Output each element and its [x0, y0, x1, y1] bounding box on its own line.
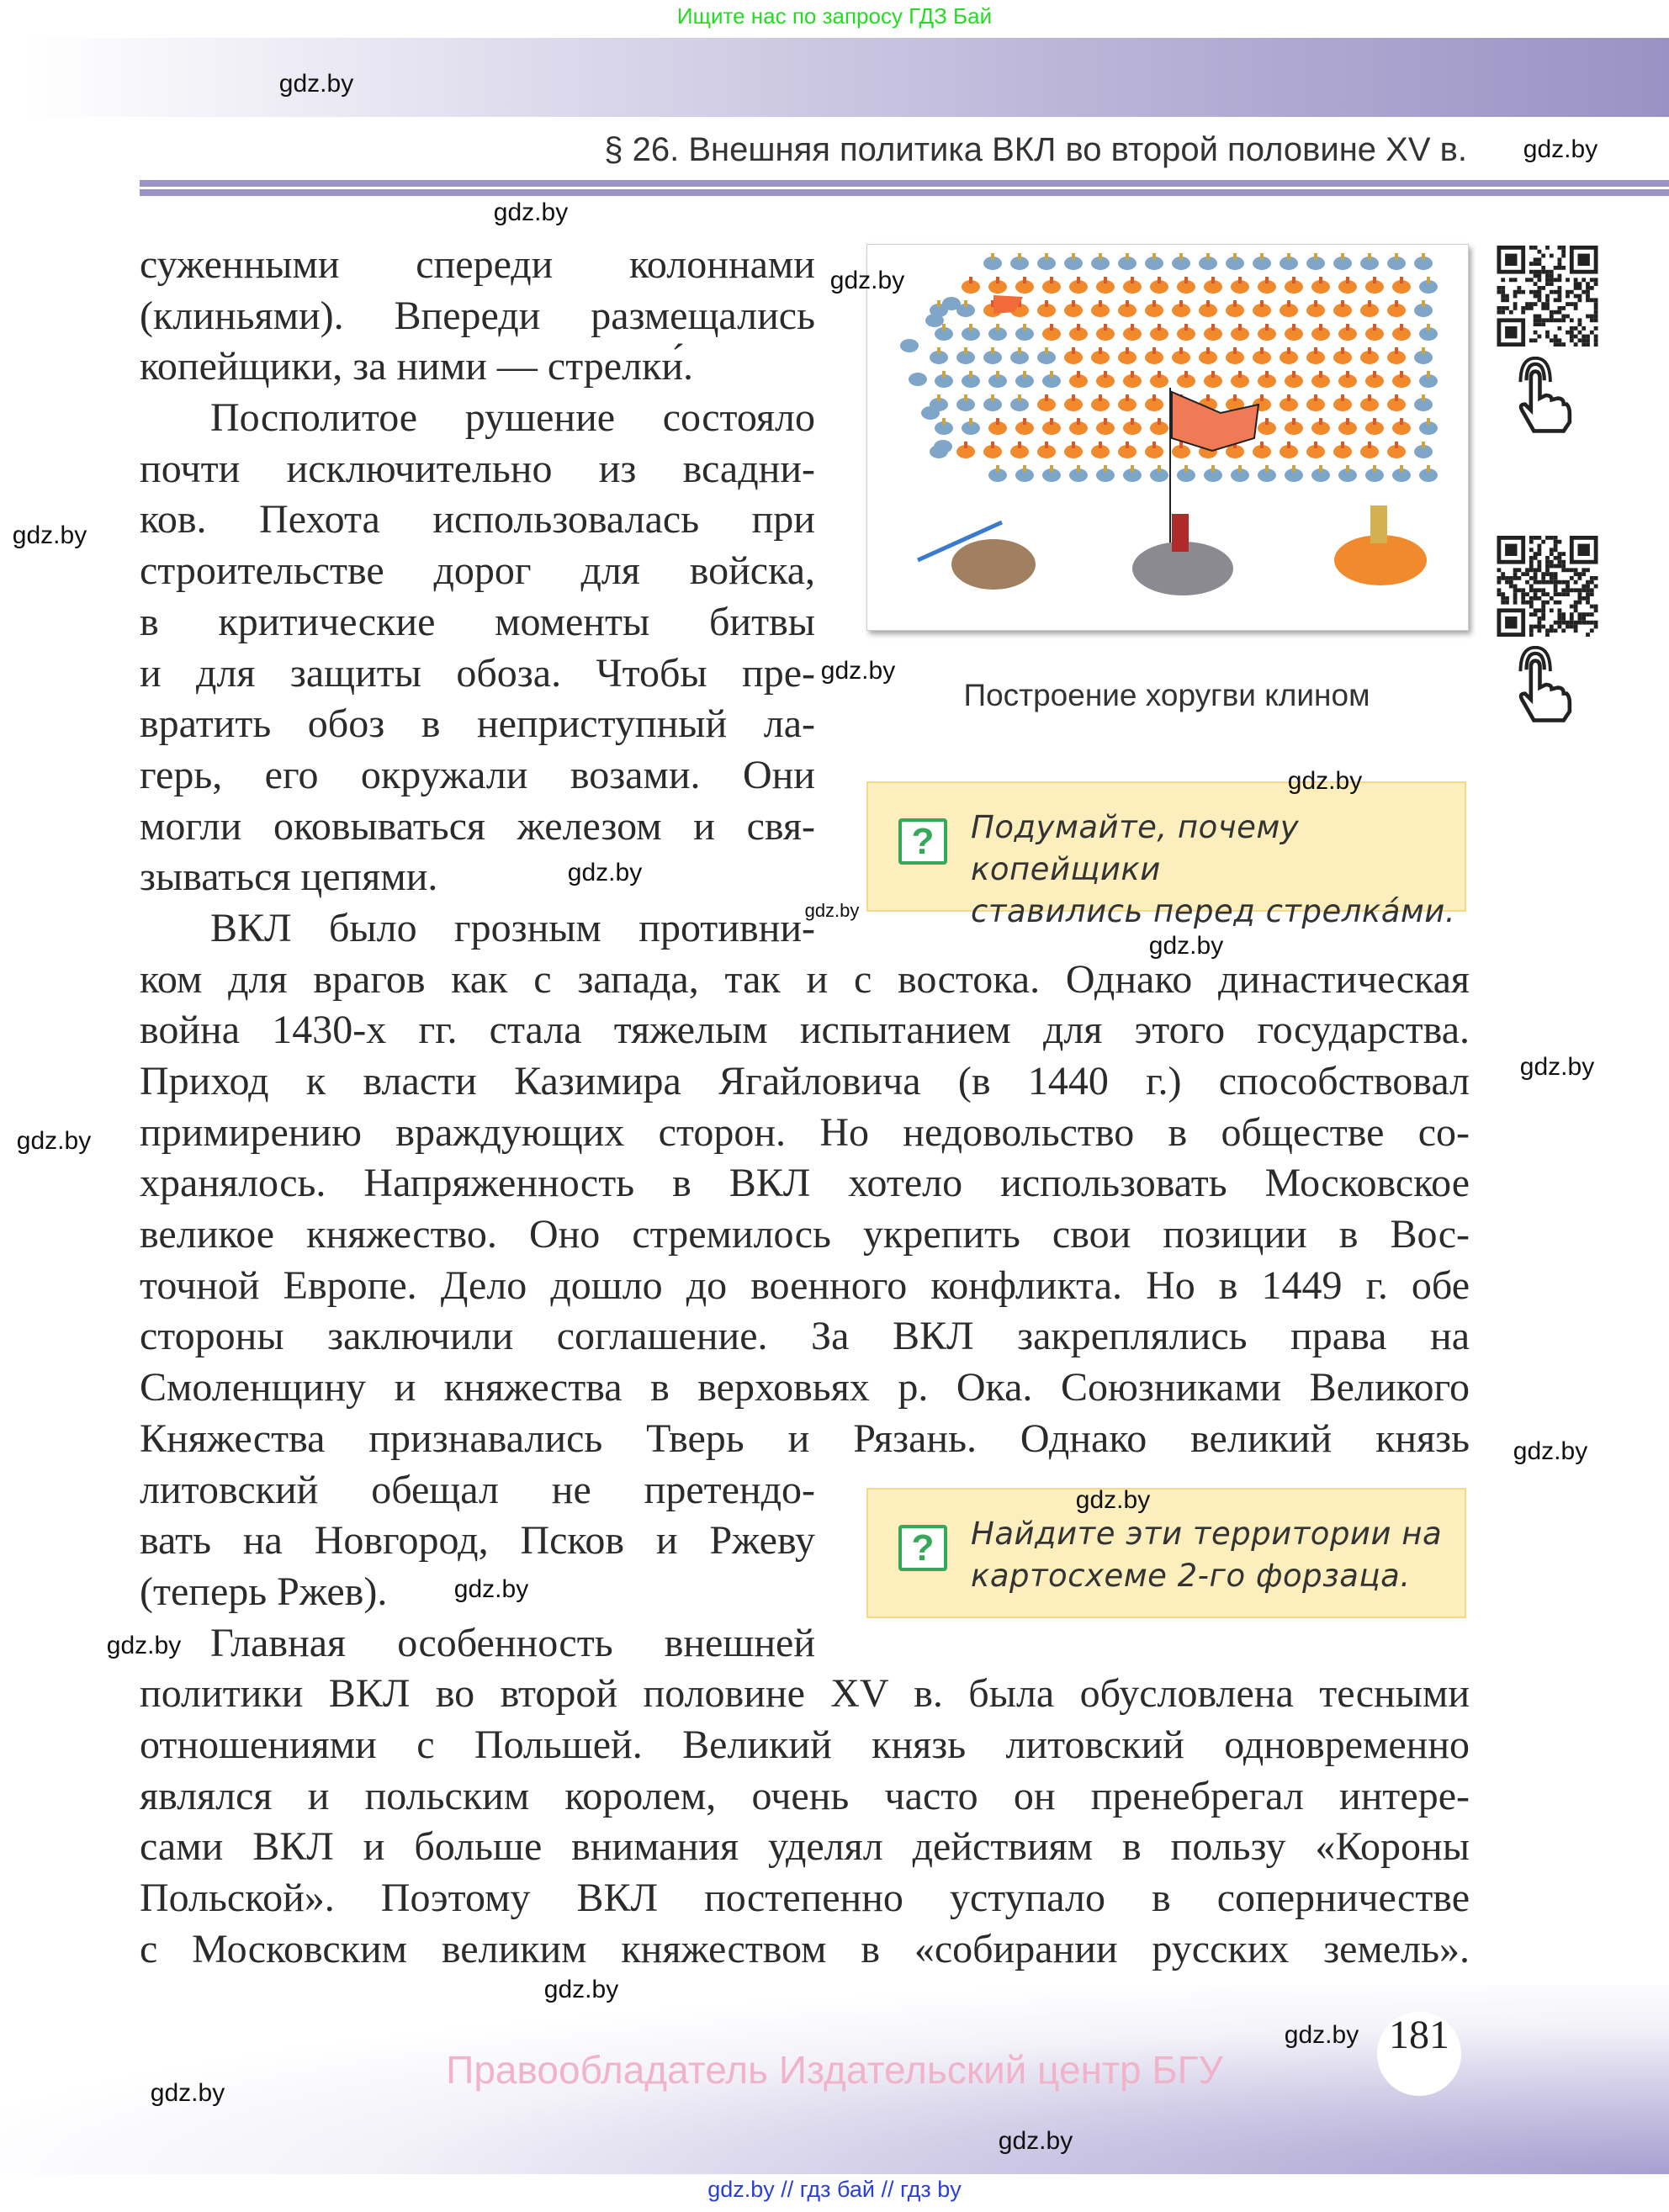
rider-mark [1346, 418, 1349, 425]
text-line: Смоленщину и княжества в верховьях р. Ока. Союзниками Великого [140, 1365, 1470, 1410]
watermark: gdz.by [567, 859, 643, 886]
header-band [25, 38, 1669, 117]
watermark: gdz.by [1523, 135, 1598, 163]
rider-mark [1104, 465, 1107, 472]
rider-mark [1260, 300, 1264, 307]
rider-mark [969, 324, 972, 331]
rider-mark [942, 418, 946, 425]
rider-mark [1265, 277, 1269, 283]
rider-mark [937, 347, 940, 354]
bottom-links[interactable]: gdz.by // гдз бай // гдз by [707, 2177, 962, 2202]
rider-mark [1427, 277, 1430, 283]
rider-mark [991, 347, 994, 354]
rider-mark [1368, 347, 1371, 354]
rider-mark [1023, 465, 1026, 472]
text-line: (теперь Ржев). [140, 1569, 388, 1614]
rider-mark [1131, 418, 1134, 425]
text-line: Главная особенность внешней [210, 1620, 815, 1665]
rider-mark [1206, 253, 1210, 260]
text-line: Княжества признавались Тверь и Рязань. Однако великий князь [140, 1416, 1470, 1461]
rider-mark [1265, 418, 1269, 425]
rider-mark [1077, 418, 1080, 425]
search-hint: Ищите нас по запросу ГДЗ Бай [676, 3, 993, 29]
rider-mark [1422, 300, 1425, 307]
rider-mark [1260, 253, 1264, 260]
text-line: с Московским великим княжеством в «собирании русских земель». [140, 1926, 1470, 1971]
question-text [971, 807, 1465, 933]
watermark: gdz.by [16, 1127, 92, 1155]
rider-mark [1287, 394, 1290, 401]
text-line: отношениями с Польшей. Великий князь литовский одновременно [140, 1722, 1470, 1767]
question-text [971, 1513, 1442, 1597]
rider-mark [921, 406, 940, 420]
rider-mark [1072, 253, 1075, 260]
rider-mark [969, 371, 972, 378]
rider-mark [1158, 465, 1161, 472]
rider-mark [1023, 418, 1026, 425]
rider-mark [1104, 324, 1107, 331]
rider-mark [1314, 394, 1317, 401]
rider-mark [964, 394, 967, 401]
watermark: gdz.by [1075, 1486, 1151, 1514]
rider-mark [996, 371, 999, 378]
qr-code[interactable] [1497, 246, 1598, 347]
rider-mark [1050, 465, 1053, 472]
rider-mark [1184, 371, 1188, 378]
rider-mark [996, 465, 999, 472]
text-line: вать на Новгород, Псков и Ржеву [140, 1518, 815, 1564]
question-line: картосхеме 2-го форзаца. [971, 1558, 1411, 1594]
rider-mark [1104, 277, 1107, 283]
rider-mark [1179, 442, 1183, 448]
text-line: герь, его окружали возами. Они [140, 752, 815, 797]
rider-mark [1045, 300, 1048, 307]
rider-mark [1373, 418, 1376, 425]
text-line: великое княжество. Оно стремилось укрепить свои позиции в Вос- [140, 1212, 1470, 1257]
rider-mark [1292, 418, 1295, 425]
text-line: строительстве дорог для войска, [140, 548, 815, 594]
rider-mark [1131, 324, 1134, 331]
rider-mark [1126, 347, 1129, 354]
text-line: литовский обещал не претендо- [140, 1467, 815, 1512]
rider-mark [996, 324, 999, 331]
rider-mark [1023, 371, 1026, 378]
rider-mark [1152, 442, 1156, 448]
rider-mark [1131, 465, 1134, 472]
rider-mark [1158, 371, 1161, 378]
text-line: примирению враждующих сторон. Но недовольство в обществе со- [140, 1109, 1470, 1155]
watermark: gdz.by [1513, 1437, 1588, 1465]
text-line: ков. Пехота использовалась при [140, 497, 815, 542]
rider-mark [1292, 277, 1295, 283]
text-line: точной Европе. Дело дошло до военного конфликта. Но в 1449 г. обе [140, 1262, 1470, 1308]
rider-mark [1373, 324, 1376, 331]
rider-mark [1211, 371, 1215, 378]
rider-mark [937, 394, 940, 401]
rider-mark [1077, 324, 1080, 331]
text-line: в критические моменты битвы [140, 599, 815, 644]
rider-mark [1023, 324, 1026, 331]
rider-mark [1238, 277, 1242, 283]
rider-mark [1184, 465, 1188, 472]
rider-mark [1045, 442, 1048, 448]
rider-mark [1099, 253, 1102, 260]
archer [1370, 505, 1387, 543]
rider-mark [1104, 418, 1107, 425]
rider-mark [1018, 347, 1021, 354]
copyright-owner: Правообладатель Издательский центр БГУ [446, 2048, 1223, 2092]
text-line: являлся и польским королем, очень часто он пренебрегал интере- [140, 1773, 1470, 1818]
rider-mark [1373, 465, 1376, 472]
rider-mark [1292, 465, 1295, 472]
rider-mark [1211, 465, 1215, 472]
rider-mark [1099, 300, 1102, 307]
text-line: Посполитое рушение состояло [210, 395, 815, 441]
rider-mark [1319, 371, 1322, 378]
question-line: Найдите эти территории на [971, 1516, 1443, 1552]
rider-mark [1265, 324, 1269, 331]
rider-mark [1314, 442, 1317, 448]
question-box [866, 781, 1466, 929]
rider-mark [1050, 371, 1053, 378]
text-line: стороны заключили соглашение. За ВКЛ закреплялись права на [140, 1314, 1470, 1359]
rider-mark [1126, 442, 1129, 448]
rider-mark [1400, 277, 1403, 283]
rider-mark [1314, 253, 1317, 260]
rider-mark [1152, 253, 1156, 260]
rider-mark [1184, 277, 1188, 283]
rider-mark [1287, 442, 1290, 448]
text-line: суженными спереди колоннами [140, 242, 815, 287]
rider-mark [909, 373, 927, 386]
cavalry-wedge-image [867, 245, 1468, 630]
question-box [866, 1488, 1466, 1618]
watermark: gdz.by [820, 657, 896, 685]
text-line: зываться цепями. [140, 855, 438, 900]
rider-mark [991, 394, 994, 401]
rider-mark [1045, 394, 1048, 401]
qr-code[interactable] [1497, 536, 1598, 637]
rider-mark [1238, 465, 1242, 472]
text-line: вратить обоз в неприступный ла- [140, 701, 815, 747]
rider-mark [1319, 465, 1322, 472]
rider-mark [1341, 347, 1344, 354]
rider-mark [1077, 371, 1080, 378]
rider-mark [996, 277, 999, 283]
rider-mark [1104, 371, 1107, 378]
rider-mark [937, 300, 940, 307]
watermark: gdz.by [150, 2079, 225, 2107]
rider-mark [1050, 277, 1053, 283]
text-line: могли оковываться железом и свя- [140, 803, 815, 849]
rider-mark [1152, 300, 1156, 307]
rider-mark [1287, 347, 1290, 354]
rider-mark [1179, 300, 1183, 307]
rider-mark [1422, 347, 1425, 354]
rider-mark [1184, 324, 1188, 331]
rider-mark [1319, 418, 1322, 425]
rider-mark [1368, 394, 1371, 401]
section-title: § 26. Внешняя политика ВКЛ во второй половине XV в. [604, 131, 1467, 168]
rider-mark [1238, 324, 1242, 331]
rider-mark [991, 442, 994, 448]
rider-mark [942, 297, 961, 310]
watermark: gdz.by [1519, 1053, 1595, 1081]
watermark: gdz.by [12, 521, 87, 549]
figure-caption: Построение хоругви клином [963, 678, 1370, 712]
rider-mark [1099, 394, 1102, 401]
rider-mark [1368, 253, 1371, 260]
rider-mark [1395, 300, 1398, 307]
rider-mark [1368, 300, 1371, 307]
rider-mark [1158, 418, 1161, 425]
rider-mark [1179, 347, 1183, 354]
rider-mark [1422, 253, 1425, 260]
rider-mark [1260, 442, 1264, 448]
knight [1172, 514, 1189, 552]
text-line: война 1430-х гг. стала тяжелым испытанием для этого государства. [140, 1008, 1470, 1053]
rider-mark [996, 418, 999, 425]
rider-mark [1395, 394, 1398, 401]
rider-mark [1018, 442, 1021, 448]
rider-mark [1018, 394, 1021, 401]
rider-mark [1126, 253, 1129, 260]
rider-mark [934, 440, 952, 453]
watermark: gdz.by [1148, 932, 1224, 960]
rider-mark [1287, 300, 1290, 307]
rider-mark [1023, 277, 1026, 283]
rider-mark [1072, 300, 1075, 307]
rider-mark [1400, 371, 1403, 378]
rider-mark [900, 339, 919, 352]
rider-mark [1050, 324, 1053, 331]
rider-mark [1072, 442, 1075, 448]
text-line: Приход к власти Казимира Ягайловича (в 1440 г.) способствовал [140, 1059, 1470, 1103]
rider-mark [969, 277, 972, 283]
rider-mark [1346, 371, 1349, 378]
rider-mark [1233, 347, 1237, 354]
watermark: gdz.by [804, 900, 860, 921]
rider-mark [1131, 277, 1134, 283]
rider-mark [964, 300, 967, 307]
rider-mark [1314, 300, 1317, 307]
rider-mark [1395, 253, 1398, 260]
header-rule [140, 180, 1669, 187]
text-line: и для защиты обоза. Чтобы пре- [140, 650, 815, 696]
watermark: gdz.by [1287, 767, 1363, 795]
rider-mark [1152, 347, 1156, 354]
rider-mark [964, 442, 967, 448]
rider-mark [1260, 347, 1264, 354]
text-line: копейщики, за ними — стрелки́. [140, 344, 694, 389]
watermark: gdz.by [493, 198, 569, 226]
rider-mark [1292, 371, 1295, 378]
rider-mark [1427, 371, 1430, 378]
watermark: gdz.by [998, 2127, 1073, 2155]
rider-mark [1400, 465, 1403, 472]
rider-mark [1368, 442, 1371, 448]
rider-mark [1158, 277, 1161, 283]
rider-mark [969, 418, 972, 425]
rider-mark [964, 347, 967, 354]
rider-mark [1206, 394, 1210, 401]
figure-illustration [866, 244, 1469, 631]
question-line: Подумайте, почему копейщики [971, 809, 1300, 887]
rider-mark [1045, 347, 1048, 354]
text-line: ВКЛ было грозным противни- [210, 905, 815, 950]
rider-mark [1072, 347, 1075, 354]
watermark: gdz.by [1284, 2021, 1359, 2049]
rider-mark [1265, 371, 1269, 378]
rider-mark [1206, 300, 1210, 307]
watermark: gdz.by [543, 1976, 619, 2003]
rider-mark [1341, 442, 1344, 448]
tap-hand-icon[interactable] [1513, 357, 1573, 434]
text-line: хранялось. Напряженность в ВКЛ хотело использовать Московское [140, 1161, 1470, 1206]
rider-mark [1400, 418, 1403, 425]
rider-mark [1346, 277, 1349, 283]
rider-mark [1427, 324, 1430, 331]
rider-mark [1422, 394, 1425, 401]
rider-mark [1233, 394, 1237, 401]
rider-mark [1050, 418, 1053, 425]
rider-mark [991, 253, 994, 260]
rider-mark [1260, 394, 1264, 401]
rider-mark [1126, 300, 1129, 307]
rider-mark [1346, 465, 1349, 472]
header-rule [140, 189, 1669, 196]
rider-mark [1077, 465, 1080, 472]
rider-mark [1099, 347, 1102, 354]
rider-mark [1427, 418, 1430, 425]
rider-mark [1341, 300, 1344, 307]
watermark: gdz.by [106, 1632, 182, 1659]
rider-mark [1314, 347, 1317, 354]
rider-mark [1211, 324, 1215, 331]
rider-mark [925, 314, 944, 327]
rider-mark [1179, 253, 1183, 260]
watermark: gdz.by [453, 1575, 529, 1603]
text-line: сами ВКЛ и больше внимания уделял действиям в пользу «Короны [140, 1824, 1470, 1870]
rider-mark [1422, 442, 1425, 448]
rider-mark [1292, 324, 1295, 331]
rider-mark [1319, 277, 1322, 283]
rider-mark [1131, 371, 1134, 378]
question-line: ставились перед стрелка́ми. [971, 893, 1456, 929]
rider-mark [1319, 324, 1322, 331]
rider-mark [1099, 442, 1102, 448]
rider-mark [1400, 324, 1403, 331]
rider-mark [1072, 394, 1075, 401]
rider-mark [1341, 253, 1344, 260]
question-icon: ? [898, 818, 947, 865]
rider-mark [1233, 300, 1237, 307]
text-line: (клиньями). Впереди размещались [140, 293, 815, 338]
rider-mark [1427, 465, 1430, 472]
text-line: Польской». Поэтому ВКЛ постепенно уступало в соперничестве [140, 1876, 1470, 1920]
text-line: почти исключительно из всадни- [140, 446, 815, 491]
rider-mark [1126, 394, 1129, 401]
rider-mark [1206, 347, 1210, 354]
rider-mark [1395, 347, 1398, 354]
rider-mark [1158, 324, 1161, 331]
rider-mark [1346, 324, 1349, 331]
tap-hand-icon[interactable] [1513, 646, 1573, 723]
rider-mark [942, 371, 946, 378]
rider-mark [1287, 253, 1290, 260]
rider-mark [1395, 442, 1398, 448]
rider-mark [1211, 277, 1215, 283]
rider-mark [1045, 253, 1048, 260]
rider-mark [942, 324, 946, 331]
rider-mark [1233, 253, 1237, 260]
rider-mark [1018, 253, 1021, 260]
question-icon: ? [898, 1525, 947, 1571]
rider-mark [1152, 394, 1156, 401]
watermark: gdz.by [278, 70, 354, 98]
page-number: 181 [1377, 2012, 1461, 2096]
rider-mark [1238, 371, 1242, 378]
rider-mark [1341, 394, 1344, 401]
rider-mark [1077, 277, 1080, 283]
rider-mark [1373, 277, 1376, 283]
rider-mark [1373, 371, 1376, 378]
rider-mark [1265, 465, 1269, 472]
watermark: gdz.by [829, 267, 905, 294]
horse [951, 539, 1036, 590]
text-line: политики ВКЛ во второй половине XV в. была обусловлена тесными [140, 1671, 1470, 1717]
text-line: ком для врагов как с запада, так и с востока. Однако династическая [140, 956, 1470, 1002]
